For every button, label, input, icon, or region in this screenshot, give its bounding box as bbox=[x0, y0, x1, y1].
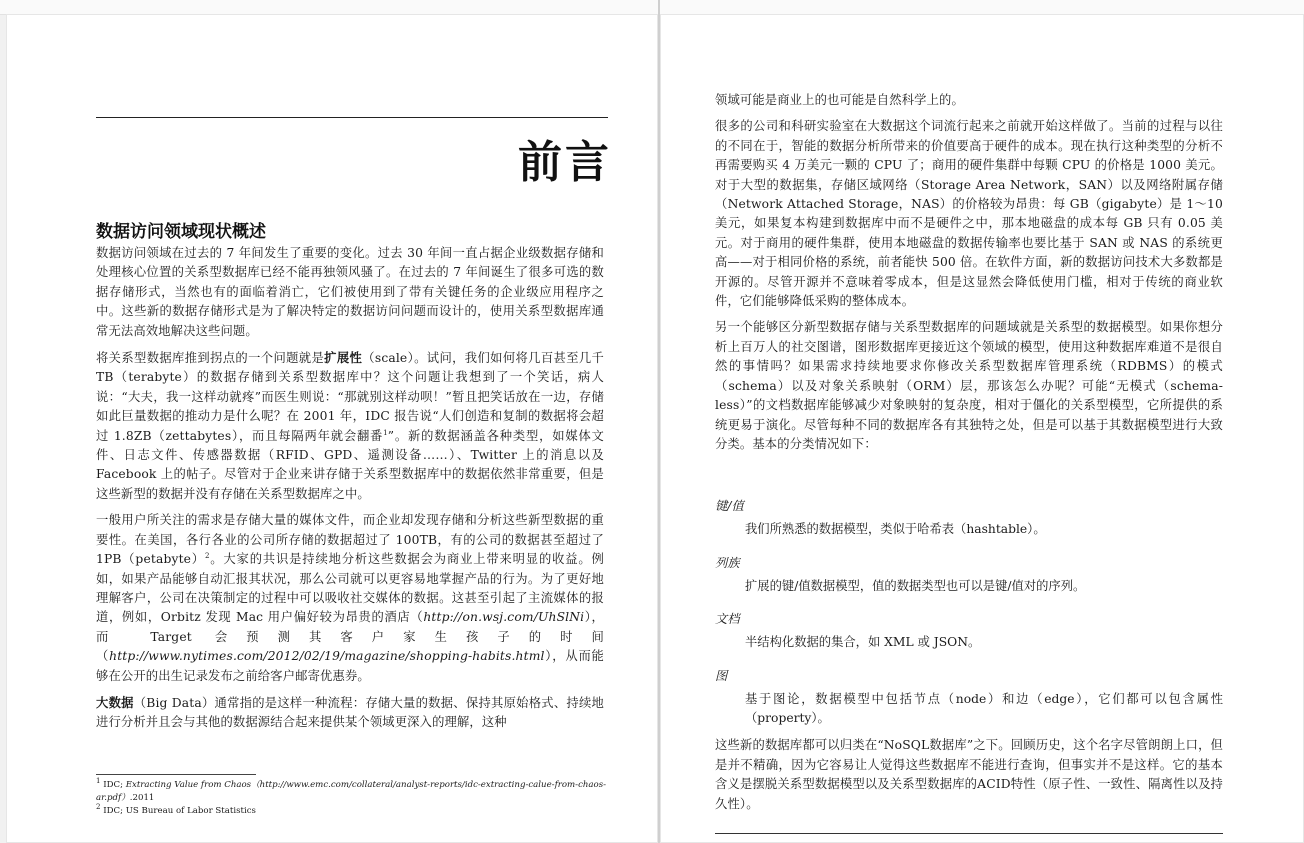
footnote-ref-2: 2 bbox=[204, 552, 210, 560]
left-body bbox=[96, 244, 604, 740]
term-graph: 图 bbox=[715, 668, 728, 683]
data-model-list bbox=[715, 496, 1223, 728]
url-wsj: http://on.wsj.com/UhSlNi bbox=[423, 610, 585, 625]
right-page bbox=[660, 14, 1304, 843]
term-big-data: 大数据 bbox=[96, 694, 134, 710]
footnote-1: $^1$ IDC; Extracting Value from Chaos（http://www.emc.com/collateral/analyst-reports/idc-extracting-calue-from-chaos-ar.pdf）.2011 bbox=[96, 777, 607, 803]
desc-graph: 基于图论，数据模型中包括节点（node）和边（edge），它们都可以包含属性（property）。 bbox=[745, 691, 1223, 725]
url-nytimes: http://www.nytimes.com/2012/02/19/magazine/shopping-habits.html bbox=[109, 649, 545, 664]
term-document: 文档 bbox=[715, 612, 740, 627]
paragraph-r3: 另一个能够区分新型数据存储与关系型数据库的问题域就是关系型的数据模型。如果你想分析上百万人的社交图谱，图形数据库更接近这个领域的模型，使用这种数据库难道不是很自然的事情吗？如果需求持续地要求你修改关系型数据库管理系统（RDBMS）的模式（schema）以及对象关系映射（ORM）层，那该怎么办呢？可能“无模式（schema-less）”的文档数据库能够减少对象映射的复杂度，相对于僵化的关系型模型，它所提供的系统更易于演化。尽管每种不同的数据库各有其独特之处，但是可以基于其数据模型进行大致分类。基本的分类情况如下： bbox=[715, 320, 1223, 451]
paragraph-r1: 领域可能是商业上的也可能是自然科学上的。 bbox=[715, 93, 964, 107]
footnote-ref-1: 1 bbox=[383, 428, 388, 437]
paragraph-4: 大数据（Big Data）通常指的是这样一种流程：存储大量的数据、保持其原始格式、持续地进行分析并且会与其他的数据源结合起来提供某个领域更深入的理解，这种 bbox=[96, 694, 605, 730]
left-page bbox=[6, 14, 658, 843]
desc-document: 半结构化数据的集合，如 XML 或 JSON。 bbox=[745, 635, 981, 650]
bottom-rule bbox=[715, 833, 1223, 834]
right-body bbox=[715, 91, 1223, 821]
paragraph-3: 一般用户所关注的需求是存储大量的媒体文件，而企业却发现存储和分析这些新型数据的重要性。在美国，各行各业的公司所存储的数据超过了 100TB，有的公司的数据甚至超过了 1PB（petabyte）$^2$。大家的共识是持续地分析这些数据会为商业上带来明显的收益。例如，如果产品能够自动汇报其状况，那么公司就可以更容易地掌握产品的行为。为了更好地理解客户，公司在决策制定的过程中可以吸收社交媒体的数据。这甚至引起了主流媒体的报道，例如，Orbitz 发现 Mac 用户偏好较为昂贵的酒店（http://on.wsj.com/UhSlNi），而 Target 会预测其客户家生孩子的时间（http://www.nytimes.com/2012/02/19/magazine/shopping-habits.html），从而能够在公开的出生记录发布之前给客户邮寄优惠券。 bbox=[96, 513, 605, 683]
paragraph-1: 数据访问领域在过去的 7 年间发生了重要的变化。过去 30 年间一直占据企业级数据存储和处理核心位置的关系型数据库已经不能再独领风骚了。在过去的 7 年间诞生了很多可选的数据存储形式，当然也有的面临着消亡，它们被使用到了带有关键任务的企业级应用程序之中。这些新的数据存储形式是为了解决特定的数据访问问题而设计的，使用关系型数据库通常无法高效地解决这些问题。 bbox=[96, 246, 604, 338]
footnote-2: $^2$ IDC; US Bureau of Labor Statistics bbox=[96, 803, 256, 816]
chapter-rule bbox=[96, 117, 608, 118]
footnotes bbox=[96, 779, 611, 818]
paragraph-r2: 很多的公司和科研实验室在大数据这个词流行起来之前就开始这样做了。当前的过程与以往的不同在于，智能的数据分析所带来的价值要高于硬件的成本。现在执行这种类型的分析不再需要购买 4 万美元一颗的 CPU 了；商用的硬件集群中每颗 CPU 的价格是 1000 美元。对于大型的数据集，存储区域网络（Storage Area Network，SAN）以及网络附属存储（Network Attached Storage，NAS）的价格较为昂贵：每 GB（gigabyte）是 1～10 美元，如果复本构建到数据库中而不是硬件之中，那本地磁盘的成本每 GB 只有 0.05 美元。对于商用的硬件集群，使用本地磁盘的数据传输率也要比基于 SAN 或 NAS 的系统更高——对于相同价格的系统，前者能快 500 倍。在软件方面，新的数据访问技术大多数都是开源的。尽管开源并不意味着零成本，但是这显然会降低使用门槛，相对于传统的商业软件，它们能够降低采购的整体成本。 bbox=[715, 119, 1223, 309]
paragraph-r4: 这些新的数据库都可以归类在“NoSQL数据库”之下。回顾历史，这个名字尽管朗朗上口，但是并不精确，因为它容易让人觉得这些数据库不能进行查询，但事实并不是这样。它的基本含义是摆脱关系型数据模型以及关系型数据库的ACID特性（原子性、一致性、隔离性以及持久性）。 bbox=[715, 738, 1223, 811]
viewer-top-strip bbox=[0, 0, 1304, 15]
term-scale: 扩展性 bbox=[324, 350, 363, 366]
footnote-rule bbox=[96, 774, 256, 775]
term-column-family: 列族 bbox=[715, 555, 740, 570]
section-heading: 数据访问领域现状概述 bbox=[96, 222, 266, 242]
desc-key-value: 我们所熟悉的数据模型，类似于哈希表（hashtable）。 bbox=[745, 522, 1046, 537]
paragraph-2: 将关系型数据库推到拐点的一个问题就是扩展性（scale）。试问，我们如何将几百甚至几千 TB（terabyte）的数据存储到关系型数据库中？这个问题让我想到了一个笑话，病人说：“大夫，我一这样动就疼”而医生则说：“那就别这样动呗！”暂且把笑话放在一边，存储如此巨量数据的推动力是什么呢？在 2001 年，IDC 报告说“人们创造和复制的数据将会超过 1.8ZB（zettabytes），而且每隔两年就会翻番$^1$”。新的数据涵盖各种类型，如媒体文件、日志文件、传感器数据（RFID、GPD、遥测设备……）、Twitter 上的消息以及 Facebook 上的帖子。尽管对于企业来讲存储于关系型数据库中的数据依然非常重要，但是这些新型的数据并没有存储在关系型数据库之中。 bbox=[96, 350, 605, 501]
term-key-value: 键/值 bbox=[715, 499, 744, 514]
chapter-title: 前言 bbox=[518, 137, 612, 188]
desc-column-family: 扩展的键/值数据模型，值的数据类型也可以是键/值对的序列。 bbox=[745, 578, 1086, 593]
